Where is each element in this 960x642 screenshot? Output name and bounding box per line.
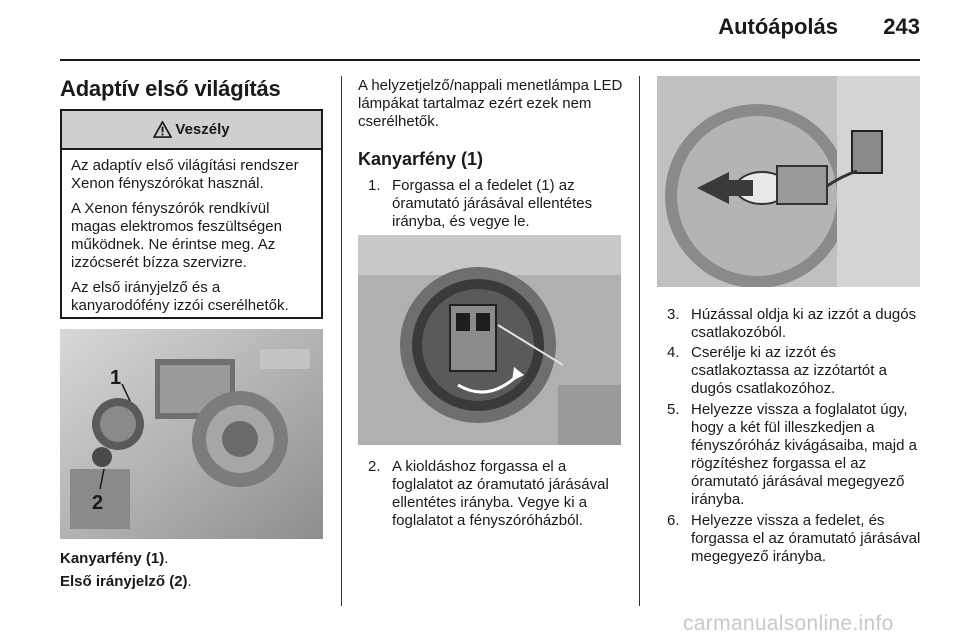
step-text: A kioldáshoz forgassa el a foglalatot az óramutató járásával ellentétes irányba. Vegye ki a foglalatot a fényszóróházból.: [392, 458, 609, 529]
column-divider-left: [341, 76, 342, 606]
header-rule: [60, 59, 920, 61]
bulb-holder-photo: [358, 235, 621, 445]
warning-heading: [62, 111, 321, 150]
caption-item-2-label: Első irányjelző (2): [60, 573, 188, 590]
step-text: Helyezze vissza a foglalatot úgy, hogy a két fül illeszkedjen a fényszóróház kivágásaiba, majd a rögzítéshez forgassa el az óramutató járásával megegyező irányba.: [691, 401, 917, 508]
step-item: [368, 458, 630, 530]
warning-heading-text: Veszély: [175, 121, 230, 138]
step-text: Forgassa el a fedelet (1) az óramutató járásával ellentétes irányba, és vegye le.: [392, 177, 593, 230]
warning-body: [62, 150, 321, 315]
page-number: 243: [883, 14, 920, 39]
step-number: 5.: [667, 401, 680, 418]
section-title: Adaptív első világítás: [60, 76, 281, 101]
led-intro-text: A helyzetjelző/nappali menetlámpa LED lámpákat tartalmaz ezért ezek nem cserélhetők.: [358, 77, 623, 130]
step-number: 6.: [667, 512, 680, 529]
warning-paragraph: Az adaptív első világítási rendszer Xenon fényszórókat használ.: [71, 157, 299, 192]
caption-item-2: [60, 573, 192, 590]
warning-triangle-icon: [153, 121, 172, 138]
caption-item-1-end: .: [164, 550, 169, 567]
step-text: Helyezze vissza a fedelet, és forgassa el az óramutató járásával megegyező irányba.: [691, 512, 921, 565]
caption-item-1: [60, 550, 168, 567]
caption-item-1-label: Kanyarfény (1): [60, 550, 165, 567]
watermark: carmanualsonline.info: [683, 612, 894, 635]
step-item: [667, 401, 927, 509]
step-number: 3.: [667, 306, 680, 323]
step-item: [368, 177, 630, 231]
step-number: 4.: [667, 344, 680, 361]
step-item: [667, 306, 927, 342]
caption-item-2-end: .: [187, 573, 192, 590]
figure-label-1: 1: [110, 367, 122, 389]
step-text: Cserélje ki az izzót és csatlakoztassa az izzótartót a dugós csatlakozóhoz.: [691, 344, 887, 397]
step-number: 2.: [368, 458, 381, 475]
bulb-removal-photo: [657, 76, 920, 287]
figure-label-2: 2: [92, 492, 104, 514]
headlamp-rear-photo: [60, 329, 323, 539]
step-number: 1.: [368, 177, 381, 194]
column-divider-right: [639, 76, 640, 606]
subsection-title: Kanyarfény (1): [358, 149, 484, 169]
warning-paragraph: Az első irányjelző és a kanyarodófény izzói cserélhetők.: [71, 279, 289, 314]
danger-warning-box: [60, 109, 323, 319]
step-item: [667, 512, 927, 566]
step-item: [667, 344, 927, 398]
warning-paragraph: A Xenon fényszórók rendkívül magas elektromos feszültségen működnek. Ne érintse meg. Az izzócserét bízza szervizre.: [71, 200, 282, 271]
running-header-title: Autóápolás: [718, 14, 838, 39]
step-text: Húzással oldja ki az izzót a dugós csatlakozóból.: [691, 306, 917, 341]
